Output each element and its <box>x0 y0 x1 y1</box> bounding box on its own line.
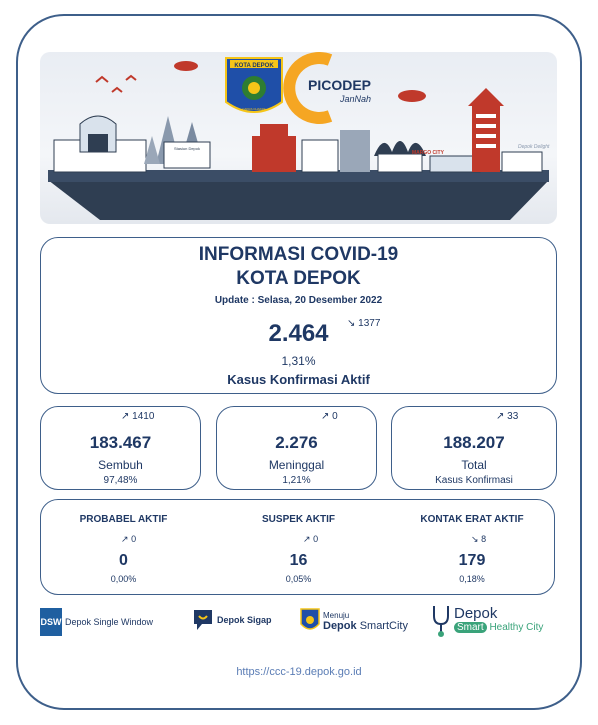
arrow-up-right-icon: ↗ <box>496 411 505 422</box>
dsw-icon: DSW <box>40 608 62 636</box>
title-line1: INFORMASI COVID-19 <box>198 244 399 265</box>
healthy-rest: Healthy City <box>489 622 544 633</box>
total-trend <box>496 411 518 422</box>
deceased-percent: 1,21% <box>282 475 311 486</box>
smartcity-rest: SmartCity <box>359 620 408 632</box>
arrow-up-right-icon: ↗ <box>321 411 330 422</box>
recovered-card <box>40 406 201 490</box>
smartcity-top: Menuju <box>323 611 350 620</box>
recovered-value: 183.467 <box>89 433 152 452</box>
total-trend-value: 33 <box>507 411 519 422</box>
banner-building-sign: Stasiun Depok <box>173 146 201 151</box>
chat-bubble-icon <box>192 608 214 632</box>
update-date: Update : Selasa, 20 Desember 2022 <box>214 295 383 306</box>
active-trend <box>347 318 380 329</box>
city-illustration <box>40 52 557 224</box>
suspect-percent: 0,05% <box>285 574 312 584</box>
total-sublabel: Kasus Konfirmasi <box>435 475 513 486</box>
smartcity-bold: Depok <box>323 620 357 632</box>
title-line2: KOTA DEPOK <box>236 268 361 289</box>
close-contact-trend-value: 8 <box>481 534 487 544</box>
deceased-value: 2.276 <box>275 433 318 452</box>
deceased-card <box>216 406 377 490</box>
close-contact-percent: 0,18% <box>459 574 485 584</box>
deceased-trend-value: 0 <box>332 411 338 422</box>
recovered-label: Sembuh <box>98 458 143 472</box>
app-name: PICODEP <box>308 77 372 93</box>
probable-title: PROBABEL AKTIF <box>79 514 168 525</box>
total-value: 188.207 <box>443 433 505 452</box>
probable-column <box>41 500 206 596</box>
sigap-label: Depok Sigap <box>217 615 272 625</box>
probable-trend-value: 0 <box>131 534 137 544</box>
suspect-column <box>211 500 386 596</box>
probable-value: 0 <box>119 552 128 569</box>
total-card <box>391 406 557 490</box>
active-percent: 1,31% <box>281 354 316 368</box>
close-contact-trend <box>471 534 486 545</box>
logo-text: KOTA DEPOK <box>234 63 274 69</box>
active-value: 2.464 <box>268 320 329 347</box>
close-contact-title: KONTAK ERAT AKTIF <box>420 514 524 525</box>
close-contact-column <box>391 500 553 596</box>
recovered-trend <box>121 411 154 422</box>
suspect-value: 16 <box>289 552 308 569</box>
total-label: Total <box>461 458 487 472</box>
arrow-up-right-icon: ↗ <box>303 534 311 544</box>
arrow-up-right-icon: ↗ <box>121 411 130 422</box>
deceased-label: Meninggal <box>268 458 325 472</box>
close-contact-value: 179 <box>458 552 486 569</box>
banner-city-sign: MARGO CITY <box>412 150 444 156</box>
active-trend-value: 1377 <box>358 318 381 329</box>
city-banner <box>40 52 557 224</box>
suspect-trend-value: 0 <box>313 534 319 544</box>
main-info-card <box>40 237 557 394</box>
probable-trend <box>121 534 136 545</box>
stethoscope-icon <box>430 604 452 638</box>
arrow-down-right-icon: ↘ <box>347 318 356 329</box>
arrow-down-right-icon: ↘ <box>471 534 479 544</box>
depok-shield-icon <box>300 608 320 634</box>
healthy-city-link[interactable] <box>430 604 543 638</box>
dsw-label: Depok Single Window <box>65 617 154 627</box>
recovered-trend-value: 1410 <box>132 411 155 422</box>
sigap-link[interactable] <box>192 608 272 632</box>
dsw-link[interactable] <box>40 608 153 636</box>
smartcity-link[interactable] <box>300 608 408 634</box>
active-label: Kasus Konfirmasi Aktif <box>227 372 370 387</box>
arrow-up-right-icon: ↗ <box>121 534 129 544</box>
probable-percent: 0,00% <box>110 574 137 584</box>
seal-motto: CAKRA CHAKRA <box>242 107 266 111</box>
healthy-depok: Depok <box>454 605 498 622</box>
deceased-trend <box>321 411 338 422</box>
banner-artist-sign: Depok Delight <box>518 144 550 150</box>
healthy-smart: Smart <box>454 622 487 633</box>
footer-url[interactable]: https://ccc-19.depok.go.id <box>236 666 362 678</box>
active-cases-panel <box>40 499 555 595</box>
app-sub: JanNah <box>340 94 372 104</box>
suspect-title: SUSPEK AKTIF <box>262 514 335 525</box>
suspect-trend <box>303 534 318 545</box>
recovered-percent: 97,48% <box>103 475 138 486</box>
